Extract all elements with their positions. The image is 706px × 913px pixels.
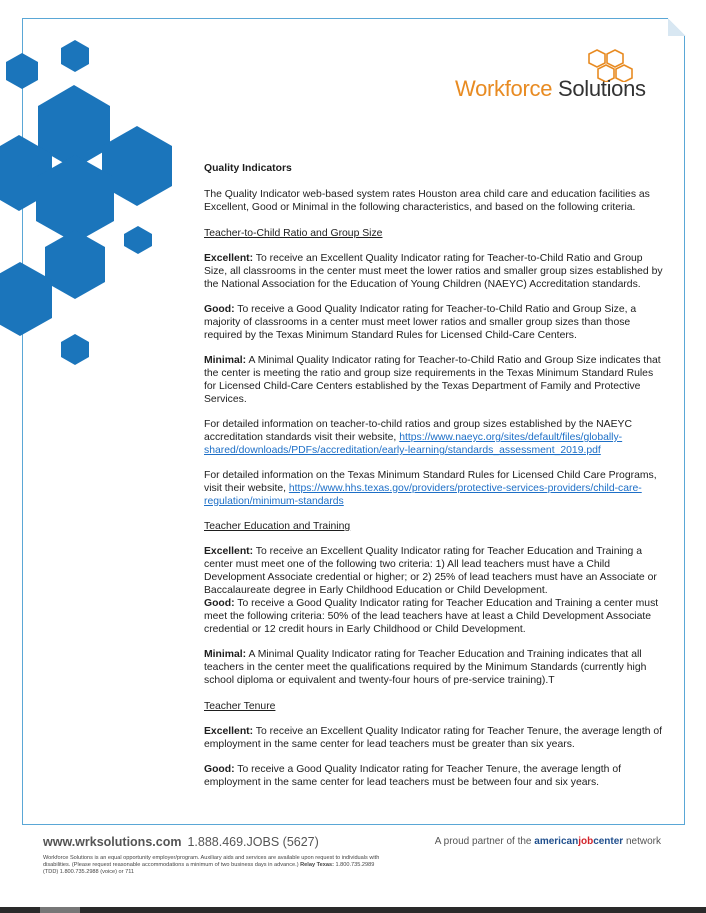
partner-job: job (578, 836, 594, 847)
excellent-label: Excellent: (204, 546, 254, 557)
minimal-text: A Minimal Quality Indicator rating for Teacher Education and Training indicates that all teachers in the center meet the qualifications required by the Minimum Standards (currently high school diploma or equivalent and twenty-four hours of pre-service training).T (204, 649, 647, 686)
partner-suffix: network (623, 836, 661, 847)
page-title: Quality Indicators (204, 163, 292, 174)
notice-text: Workforce Solutions is an equal opportunity employer/program. Auxiliary aids and services are available upon request to individuals with disabilities. (Please request reasonable accommodations a minimum of two business days in advance.) (43, 855, 380, 868)
texas-info-text: For detailed information on the Texas Minimum Standard Rules for Licensed Child Care Programs, visit their website, (204, 470, 657, 494)
section-heading-education: Teacher Education and Training (204, 521, 351, 532)
good-text: To receive a Good Quality Indicator rating for Teacher-to-Child Ratio and Group Size, a majority of classrooms in a center must meet lower ratios and smaller group sizes than those required by the Texas Minimum Standard Rules for Licensed Child-Care Centers. (204, 304, 637, 341)
relay-numbers: 1.800.735.2989 (TDD) 1.800.735.2988 (voice) or 711 (43, 862, 375, 875)
hexagon-shape (61, 334, 89, 365)
intro-paragraph: The Quality Indicator web-based system rates Houston area child care and education facilities as Excellent, Good or Minimal in the following characteristics, and based on the following criteria. (204, 189, 650, 213)
viewer-scrollbar-thumb[interactable] (40, 907, 80, 913)
section-heading-ratio: Teacher-to-Child Ratio and Group Size (204, 228, 383, 239)
education-excellent-paragraph (204, 545, 666, 597)
minimal-label: Minimal: (204, 355, 247, 366)
hexagon-shape (45, 230, 105, 299)
excellent-text: To receive an Excellent Quality Indicator rating for Teacher Education and Training a center must meet one of the following two criteria: 1) All lead teachers must have a Child Development Associate credential or higher; or 2) 25% of lead teachers must have an Associate or Baccalaureate degree in Early Childhood Education or Child Development. (204, 546, 657, 596)
education-minimal-paragraph (204, 648, 666, 687)
ratio-excellent-paragraph (204, 252, 666, 291)
excellent-label: Excellent: (204, 253, 254, 264)
naeyc-link[interactable]: https://www.naeyc.org/sites/default/files/globally-shared/downloads/PDFs/accreditation/early-learning/standards_assessment_2019.pdf (204, 432, 623, 456)
partner-american: american (534, 836, 579, 847)
ratio-minimal-paragraph (204, 354, 666, 406)
relay-label: Relay Texas: (300, 862, 334, 868)
partner-prefix: A proud partner of the (434, 836, 535, 847)
ratio-good-paragraph (204, 303, 666, 342)
footer-website[interactable]: www.wrksolutions.com (43, 835, 182, 849)
page-corner-curl (668, 18, 686, 36)
equal-opportunity-notice (43, 855, 388, 876)
partner-center: center (593, 836, 624, 847)
good-label: Good: (204, 304, 235, 315)
document-body (204, 160, 666, 789)
excellent-text: To receive an Excellent Quality Indicator rating for Teacher-to-Child Ratio and Group Size, all classrooms in the center must meet the lower ratios and smaller group sizes established by the National Association for the Education of Young Children (NAEYC) Accreditation standards. (204, 253, 663, 290)
naeyc-info-text: For detailed information on teacher-to-child ratios and group sizes established by the NAEYC accreditation standards visit their website, (204, 419, 632, 443)
good-label: Good: (204, 764, 235, 775)
texas-info-paragraph (204, 469, 666, 508)
viewer-bottom-bar (0, 907, 706, 913)
page-footer (43, 833, 673, 876)
hexagon-shape (6, 53, 38, 89)
good-text: To receive a Good Quality Indicator rating for Teacher Education and Training a center must meet the following criteria: 50% of the lead teachers have at least a Child Development Associate credential or 12 credit hours in Early Childhood or Child Development. (204, 598, 659, 635)
section-heading-tenure: Teacher Tenure (204, 701, 276, 712)
good-text: To receive a Good Quality Indicator rating for Teacher Tenure, the average length of employment in the same center for lead teachers must be between four and six years. (204, 764, 622, 788)
logo-wordmark (455, 76, 646, 102)
minimal-label: Minimal: (204, 649, 247, 660)
americanjobcenter-partner-line (435, 836, 661, 847)
workforce-solutions-logo (455, 48, 665, 103)
tenure-excellent-paragraph (204, 725, 666, 751)
excellent-text: To receive an Excellent Quality Indicator rating for Teacher Tenure, the average length of employment in the same center for lead teachers must be greater than six years. (204, 726, 663, 750)
hexagon-shape (124, 226, 152, 254)
hexagon-pattern-decoration (0, 0, 200, 380)
logo-word-solutions: Solutions (557, 76, 646, 101)
naeyc-info-paragraph (204, 418, 666, 457)
good-label: Good: (204, 598, 235, 609)
hexagon-shape (0, 262, 52, 336)
hexagon-shape (61, 40, 89, 72)
footer-phone: 1.888.469.JOBS (5627) (187, 835, 319, 849)
education-good-paragraph (204, 597, 666, 636)
excellent-label: Excellent: (204, 726, 254, 737)
logo-word-workforce: Workforce (455, 76, 553, 101)
minimal-text: A Minimal Quality Indicator rating for Teacher-to-Child Ratio and Group Size indicates that the center is meeting the ratio and group size requirements in the Texas Minimum Standard Rules for Licensed Child-Care Centers established by the Texas Department of Family and Protective Services. (204, 355, 661, 405)
tenure-good-paragraph (204, 763, 666, 789)
texas-hhs-link[interactable]: https://www.hhs.texas.gov/providers/protective-services-providers/child-care-regulation/minimum-standards (204, 483, 642, 507)
